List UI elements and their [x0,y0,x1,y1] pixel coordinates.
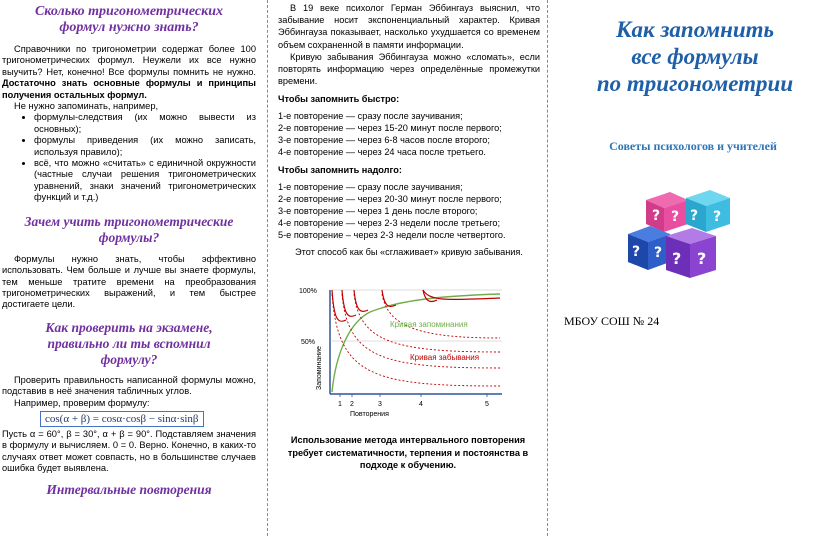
list-item: 4-е повторение — через 2-3 недели после третьего; [278,218,501,229]
y-tick-label: 100% [299,288,317,295]
paragraph-check: Проверить правильность написанной формулы можно, подставив в неё значения табличных углов. [2,374,256,397]
bullet-list [2,112,256,203]
svg-text:?: ? [652,208,661,224]
x-tick-label: 4 [419,401,423,408]
cube-blue [628,226,670,270]
fast-list [278,110,540,159]
brochure-subtitle: Советы психологов и учителей [609,139,777,153]
column-middle [274,0,544,536]
y-tick-label: 50% [301,339,316,346]
paragraph-reference: Справочники по тригонометрии содержат более 100 тригонометрических формул. Неужели их все нужно выучить? Нет, конечно! Все формулы помнить не нужно. Достаточно знать основные формулы и принципы получения остальных формул. [2,44,256,100]
forgetting-curve-segment [354,290,368,311]
fold-line-2 [547,0,548,536]
title-line: Как запомнить [615,17,775,42]
paragraph-example: Например, проверим формулу: [14,397,150,408]
svg-text:?: ? [690,208,699,224]
column-right [550,0,816,536]
svg-text:?: ? [713,209,722,225]
list-item: • всё, что можно «считать» с единичной окружности (частные случаи решения тригонометрических уравнений, знаки значений тригонометрических функций и т.д.) [34,158,256,204]
column-left [0,0,262,536]
list-item: 3-е повторение — через 6-8 часов после второго; [278,135,490,146]
list-item: 5-е повторение – через 2-3 недели после четвертого. [278,230,506,241]
svg-text:?: ? [671,209,680,225]
chart-caption: Этот способ как бы «сглаживает» кривую забывания. [295,246,523,257]
x-tick-label: 5 [485,401,489,408]
forgetting-curve-chart [290,282,520,432]
forgetting-curve-dashed [382,294,500,338]
long-list [278,181,540,242]
paragraph-substitution: Пусть α = 60°, β = 30°, α + β = 90°. Подставляем значения в формулу и вычисляем. 0 = 0. Верно. Конечно, в каких-то случаях ответ может совпасть, но в большинстве случаев ошибка будет выявлена. [2,428,256,474]
list-item: • формулы-следствия (их можно вывести из основных); [34,112,256,135]
svg-text:?: ? [632,244,641,260]
series-label-remembering: Кривая запоминания [390,320,468,329]
list-item: 4-е повторение — через 24 часа после третьего. [278,147,486,158]
list-item: 2-е повторение — через 15-20 минут после первого; [278,122,502,133]
svg-text:?: ? [654,245,663,261]
cube-purple [666,228,716,278]
brochure-title [570,16,816,97]
heading-why-learn: Зачем учить тригонометрические формулы? [24,213,234,245]
heading-interval: Интервальные повторения [46,481,212,497]
long-title: Чтобы запомнить надолго: [278,165,402,176]
heading-how-check: Как проверить на экзамене, правильно ли ты вспомнил формулу? [45,319,213,367]
svg-text:?: ? [672,249,682,268]
cube-cyan [686,190,730,232]
x-tick-label: 1 [338,401,342,408]
paragraph-break-curve: Кривую забывания Эббингауза можно «сломать», если повторять информацию через определённые промежутки времени. [278,51,540,87]
title-line: по тригонометрии [596,71,794,96]
list-item: 1-е повторение — сразу после заучивания; [278,181,463,192]
paragraph-no-need: Не нужно запоминать, например, [14,101,159,112]
fast-title: Чтобы запомнить быстро: [278,94,400,105]
list-item: 1-е повторение — сразу после заучивания; [278,110,463,121]
list-item: 3-е повторение — через 1 день после второго; [278,206,478,217]
x-axis-label: Повторения [350,411,389,418]
heading-how-many-formulas: Сколько тригонометрических формул нужно знать? [34,4,224,35]
paragraph-why: Формулы нужно знать, чтобы эффективно использовать. Чем больше и лучше вы знаете формулы, тем меньше тратите времени на преобразования тригонометрических выражений, и тем быстрее достигаете цели. [2,253,256,310]
fold-line-1 [267,0,268,536]
svg-text:?: ? [697,249,707,268]
question-cubes-image [626,190,738,282]
y-axis-label: Запоминание [316,346,323,390]
x-tick-label: 3 [378,401,382,408]
school-name: МБОУ СОШ № 24 [564,314,660,328]
remembering-curve [332,294,500,392]
list-item: • формулы приведения (их можно записать, используя правило); [34,135,256,158]
paragraph-ebbinghaus: В 19 веке психолог Герман Эббингауз выяснил, что забывание носит экспоненциальный характер. Кривая Эббингауза показывает, насколько ухудшается со временем объем сохраненной в памяти информации. [278,3,540,50]
list-item: 2-е повторение — через 20-30 минут после первого; [278,193,502,204]
cube-pink [646,192,688,232]
formula-box: cos(α + β) = cosα·cosβ − sinα·sinβ [40,411,204,427]
series-label-forgetting: Кривая забывания [410,353,480,362]
forgetting-curve-dashed [332,294,500,386]
title-line: все формулы [631,44,759,69]
x-tick-label: 2 [350,401,354,408]
bottom-note: Использование метода интервального повторения требует систематичности, терпения и постоянства в подходе к обучению. [287,435,529,470]
